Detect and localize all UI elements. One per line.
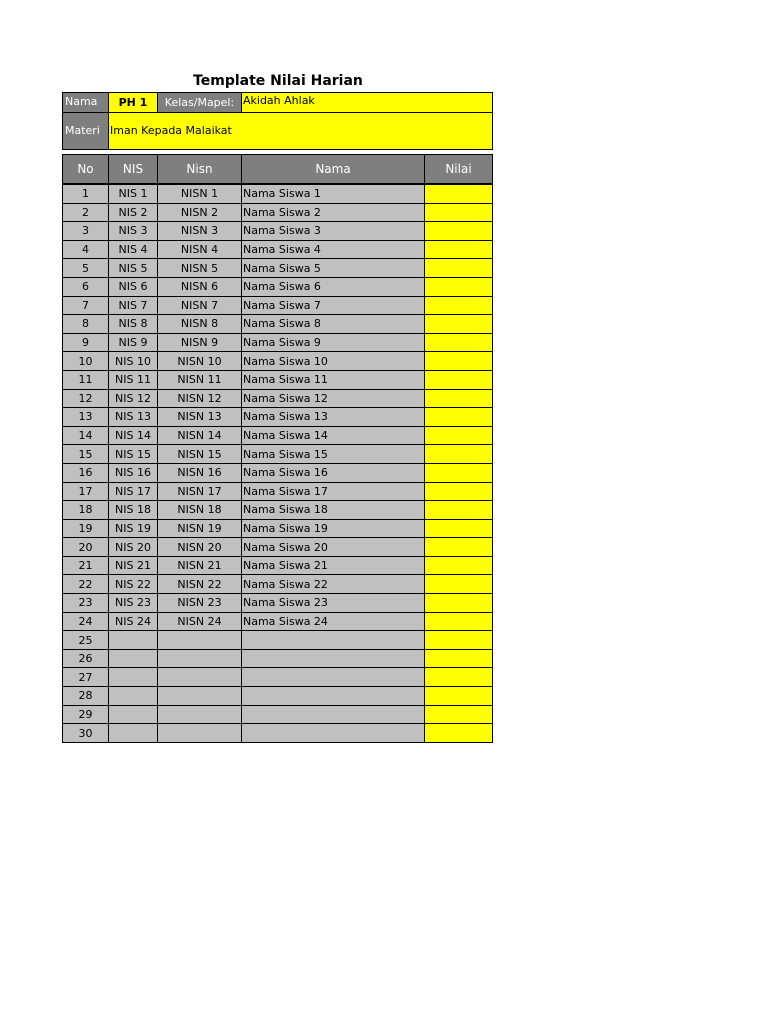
cell-nama[interactable]: Nama Siswa 6 (242, 277, 425, 296)
table-row (63, 352, 493, 371)
cell-nisn[interactable]: NISN 2 (158, 203, 242, 222)
cell-nama[interactable]: Nama Siswa 18 (242, 501, 425, 520)
materi-label: Materi (63, 113, 109, 149)
cell-nisn[interactable]: NISN 23 (158, 594, 242, 613)
table-row (63, 538, 493, 557)
cell-nis[interactable]: NIS 2 (109, 203, 158, 222)
cell-no: 11 (63, 370, 109, 389)
table-row (63, 705, 493, 724)
cell-nis[interactable]: NIS 11 (109, 370, 158, 389)
cell-nama[interactable]: Nama Siswa 5 (242, 259, 425, 278)
table-row (63, 389, 493, 408)
cell-nama[interactable] (242, 631, 425, 650)
cell-nama[interactable]: Nama Siswa 8 (242, 315, 425, 334)
cell-nama[interactable]: Nama Siswa 3 (242, 222, 425, 241)
cell-nama[interactable] (242, 649, 425, 668)
cell-no: 22 (63, 575, 109, 594)
table-row (63, 575, 493, 594)
cell-no: 20 (63, 538, 109, 557)
cell-no: 21 (63, 556, 109, 575)
table-row (63, 482, 493, 501)
kelas-mapel-value-cell[interactable]: Akidah Ahlak (242, 93, 492, 112)
cell-nis[interactable]: NIS 23 (109, 594, 158, 613)
cell-nis[interactable]: NIS 9 (109, 333, 158, 352)
cell-nis[interactable]: NIS 8 (109, 315, 158, 334)
cell-no: 8 (63, 315, 109, 334)
cell-nis[interactable]: NIS 16 (109, 463, 158, 482)
table-row (63, 315, 493, 334)
table-row (63, 631, 493, 650)
cell-nilai[interactable] (425, 277, 493, 296)
table-row (63, 519, 493, 538)
cell-nama[interactable]: Nama Siswa 21 (242, 556, 425, 575)
cell-nisn[interactable]: NISN 19 (158, 519, 242, 538)
table-row (63, 296, 493, 315)
cell-nis[interactable]: NIS 18 (109, 501, 158, 520)
table-row (63, 724, 493, 743)
cell-nisn[interactable]: NISN 4 (158, 240, 242, 259)
info-row-nama (63, 93, 492, 113)
cell-nis[interactable] (109, 649, 158, 668)
cell-nilai[interactable] (425, 426, 493, 445)
cell-nilai[interactable] (425, 259, 493, 278)
cell-no: 4 (63, 240, 109, 259)
cell-nilai[interactable] (425, 705, 493, 724)
table-row (63, 370, 493, 389)
cell-nis[interactable]: NIS 5 (109, 259, 158, 278)
cell-nis[interactable]: NIS 17 (109, 482, 158, 501)
cell-nilai[interactable] (425, 463, 493, 482)
materi-value-cell[interactable]: Iman Kepada Malaikat (109, 113, 492, 149)
cell-no: 24 (63, 612, 109, 631)
cell-nama[interactable]: Nama Siswa 15 (242, 445, 425, 464)
cell-nisn[interactable]: NISN 24 (158, 612, 242, 631)
cell-nilai[interactable] (425, 445, 493, 464)
table-row (63, 259, 493, 278)
cell-no: 15 (63, 445, 109, 464)
cell-nilai[interactable] (425, 389, 493, 408)
cell-nisn[interactable]: NISN 6 (158, 277, 242, 296)
cell-nama[interactable]: Nama Siswa 24 (242, 612, 425, 631)
cell-nilai[interactable] (425, 575, 493, 594)
cell-nisn[interactable]: NISN 9 (158, 333, 242, 352)
cell-nilai[interactable] (425, 538, 493, 557)
cell-no: 23 (63, 594, 109, 613)
table-row (63, 408, 493, 427)
table-row (63, 668, 493, 687)
column-header-nis: NIS (109, 155, 158, 185)
cell-no: 17 (63, 482, 109, 501)
table-row (63, 463, 493, 482)
cell-nama[interactable]: Nama Siswa 19 (242, 519, 425, 538)
cell-nisn[interactable]: NISN 16 (158, 463, 242, 482)
cell-no: 3 (63, 222, 109, 241)
cell-nama[interactable] (242, 668, 425, 687)
table-header-row (63, 155, 493, 185)
cell-nilai[interactable] (425, 594, 493, 613)
cell-nisn[interactable]: NISN 17 (158, 482, 242, 501)
table-row (63, 222, 493, 241)
cell-nama[interactable]: Nama Siswa 2 (242, 203, 425, 222)
cell-nilai[interactable] (425, 501, 493, 520)
cell-nisn[interactable]: NISN 8 (158, 315, 242, 334)
cell-nisn[interactable]: NISN 15 (158, 445, 242, 464)
cell-nis[interactable]: NIS 13 (109, 408, 158, 427)
cell-no: 30 (63, 724, 109, 743)
cell-nama[interactable]: Nama Siswa 7 (242, 296, 425, 315)
cell-no: 6 (63, 277, 109, 296)
cell-nisn[interactable]: NISN 10 (158, 352, 242, 371)
cell-nisn[interactable]: NISN 5 (158, 259, 242, 278)
cell-nisn[interactable] (158, 649, 242, 668)
grades-table-body (63, 184, 493, 742)
table-row (63, 333, 493, 352)
table-row (63, 649, 493, 668)
page-title: Template Nilai Harian (193, 73, 363, 89)
cell-nama[interactable]: Nama Siswa 16 (242, 463, 425, 482)
cell-nisn[interactable]: NISN 13 (158, 408, 242, 427)
cell-nis[interactable] (109, 631, 158, 650)
cell-nisn[interactable]: NISN 3 (158, 222, 242, 241)
cell-nisn[interactable]: NISN 11 (158, 370, 242, 389)
cell-nis[interactable]: NIS 15 (109, 445, 158, 464)
cell-nisn[interactable]: NISN 12 (158, 389, 242, 408)
info-row-materi (63, 113, 492, 149)
cell-no: 13 (63, 408, 109, 427)
cell-no: 10 (63, 352, 109, 371)
nama-label: Nama (63, 93, 109, 112)
cell-nisn[interactable] (158, 724, 242, 743)
cell-no: 9 (63, 333, 109, 352)
cell-nisn[interactable] (158, 631, 242, 650)
cell-nama[interactable] (242, 687, 425, 706)
cell-no: 12 (63, 389, 109, 408)
cell-nama[interactable]: Nama Siswa 4 (242, 240, 425, 259)
cell-nisn[interactable]: NISN 1 (158, 184, 242, 203)
cell-nis[interactable]: NIS 19 (109, 519, 158, 538)
cell-nis[interactable]: NIS 24 (109, 612, 158, 631)
cell-nis[interactable]: NIS 6 (109, 277, 158, 296)
cell-no: 14 (63, 426, 109, 445)
cell-no: 27 (63, 668, 109, 687)
cell-nama[interactable] (242, 724, 425, 743)
cell-nama[interactable]: Nama Siswa 11 (242, 370, 425, 389)
cell-nama[interactable]: Nama Siswa 17 (242, 482, 425, 501)
cell-no: 28 (63, 687, 109, 706)
column-header-nisn: Nisn (158, 155, 242, 185)
info-block (62, 92, 493, 150)
cell-no: 5 (63, 259, 109, 278)
cell-nisn[interactable] (158, 668, 242, 687)
grades-table (62, 154, 493, 743)
cell-nisn[interactable]: NISN 20 (158, 538, 242, 557)
cell-nis[interactable]: NIS 21 (109, 556, 158, 575)
cell-no: 29 (63, 705, 109, 724)
cell-nilai[interactable] (425, 203, 493, 222)
cell-nis[interactable]: NIS 3 (109, 222, 158, 241)
cell-no: 18 (63, 501, 109, 520)
table-row (63, 445, 493, 464)
cell-nilai[interactable] (425, 240, 493, 259)
cell-nilai[interactable] (425, 315, 493, 334)
cell-nisn[interactable]: NISN 22 (158, 575, 242, 594)
table-row (63, 612, 493, 631)
cell-nama[interactable]: Nama Siswa 1 (242, 184, 425, 203)
table-row (63, 556, 493, 575)
cell-nisn[interactable]: NISN 18 (158, 501, 242, 520)
table-row (63, 594, 493, 613)
cell-nis[interactable]: NIS 20 (109, 538, 158, 557)
cell-nis[interactable] (109, 724, 158, 743)
cell-nilai[interactable] (425, 352, 493, 371)
cell-no: 19 (63, 519, 109, 538)
cell-nama[interactable]: Nama Siswa 23 (242, 594, 425, 613)
table-row (63, 240, 493, 259)
cell-no: 25 (63, 631, 109, 650)
cell-nis[interactable]: NIS 12 (109, 389, 158, 408)
cell-nilai[interactable] (425, 333, 493, 352)
cell-nama[interactable]: Nama Siswa 20 (242, 538, 425, 557)
table-row (63, 426, 493, 445)
table-row (63, 501, 493, 520)
cell-nisn[interactable]: NISN 7 (158, 296, 242, 315)
cell-nilai[interactable] (425, 631, 493, 650)
cell-nis[interactable] (109, 705, 158, 724)
cell-nis[interactable]: NIS 1 (109, 184, 158, 203)
cell-nis[interactable]: NIS 14 (109, 426, 158, 445)
cell-nis[interactable]: NIS 7 (109, 296, 158, 315)
table-row (63, 184, 493, 203)
cell-nilai[interactable] (425, 724, 493, 743)
cell-nisn[interactable] (158, 705, 242, 724)
cell-nilai[interactable] (425, 556, 493, 575)
table-row (63, 687, 493, 706)
cell-nama[interactable] (242, 705, 425, 724)
cell-no: 26 (63, 649, 109, 668)
cell-nilai[interactable] (425, 482, 493, 501)
cell-nis[interactable] (109, 687, 158, 706)
cell-nilai[interactable] (425, 222, 493, 241)
cell-nama[interactable]: Nama Siswa 14 (242, 426, 425, 445)
cell-nilai[interactable] (425, 519, 493, 538)
cell-no: 7 (63, 296, 109, 315)
cell-nis[interactable]: NIS 10 (109, 352, 158, 371)
cell-nilai[interactable] (425, 408, 493, 427)
nama-value-cell[interactable]: PH 1 (109, 93, 158, 112)
column-header-nama: Nama (242, 155, 425, 185)
kelas-mapel-label: Kelas/Mapel: (158, 93, 242, 112)
cell-nisn[interactable]: NISN 14 (158, 426, 242, 445)
cell-no: 1 (63, 184, 109, 203)
cell-nisn[interactable]: NISN 21 (158, 556, 242, 575)
cell-nisn[interactable] (158, 687, 242, 706)
cell-no: 2 (63, 203, 109, 222)
cell-nama[interactable]: Nama Siswa 12 (242, 389, 425, 408)
cell-nis[interactable] (109, 668, 158, 687)
cell-nis[interactable]: NIS 22 (109, 575, 158, 594)
column-header-nilai: Nilai (425, 155, 493, 185)
table-row (63, 277, 493, 296)
cell-nilai[interactable] (425, 612, 493, 631)
cell-nama[interactable]: Nama Siswa 10 (242, 352, 425, 371)
column-header-no: No (63, 155, 109, 185)
cell-nilai[interactable] (425, 370, 493, 389)
table-row (63, 203, 493, 222)
cell-nama[interactable]: Nama Siswa 9 (242, 333, 425, 352)
cell-nilai[interactable] (425, 668, 493, 687)
cell-nilai[interactable] (425, 687, 493, 706)
cell-nis[interactable]: NIS 4 (109, 240, 158, 259)
cell-nilai[interactable] (425, 184, 493, 203)
cell-nama[interactable]: Nama Siswa 13 (242, 408, 425, 427)
cell-nama[interactable]: Nama Siswa 22 (242, 575, 425, 594)
cell-nilai[interactable] (425, 649, 493, 668)
cell-nilai[interactable] (425, 296, 493, 315)
cell-no: 16 (63, 463, 109, 482)
